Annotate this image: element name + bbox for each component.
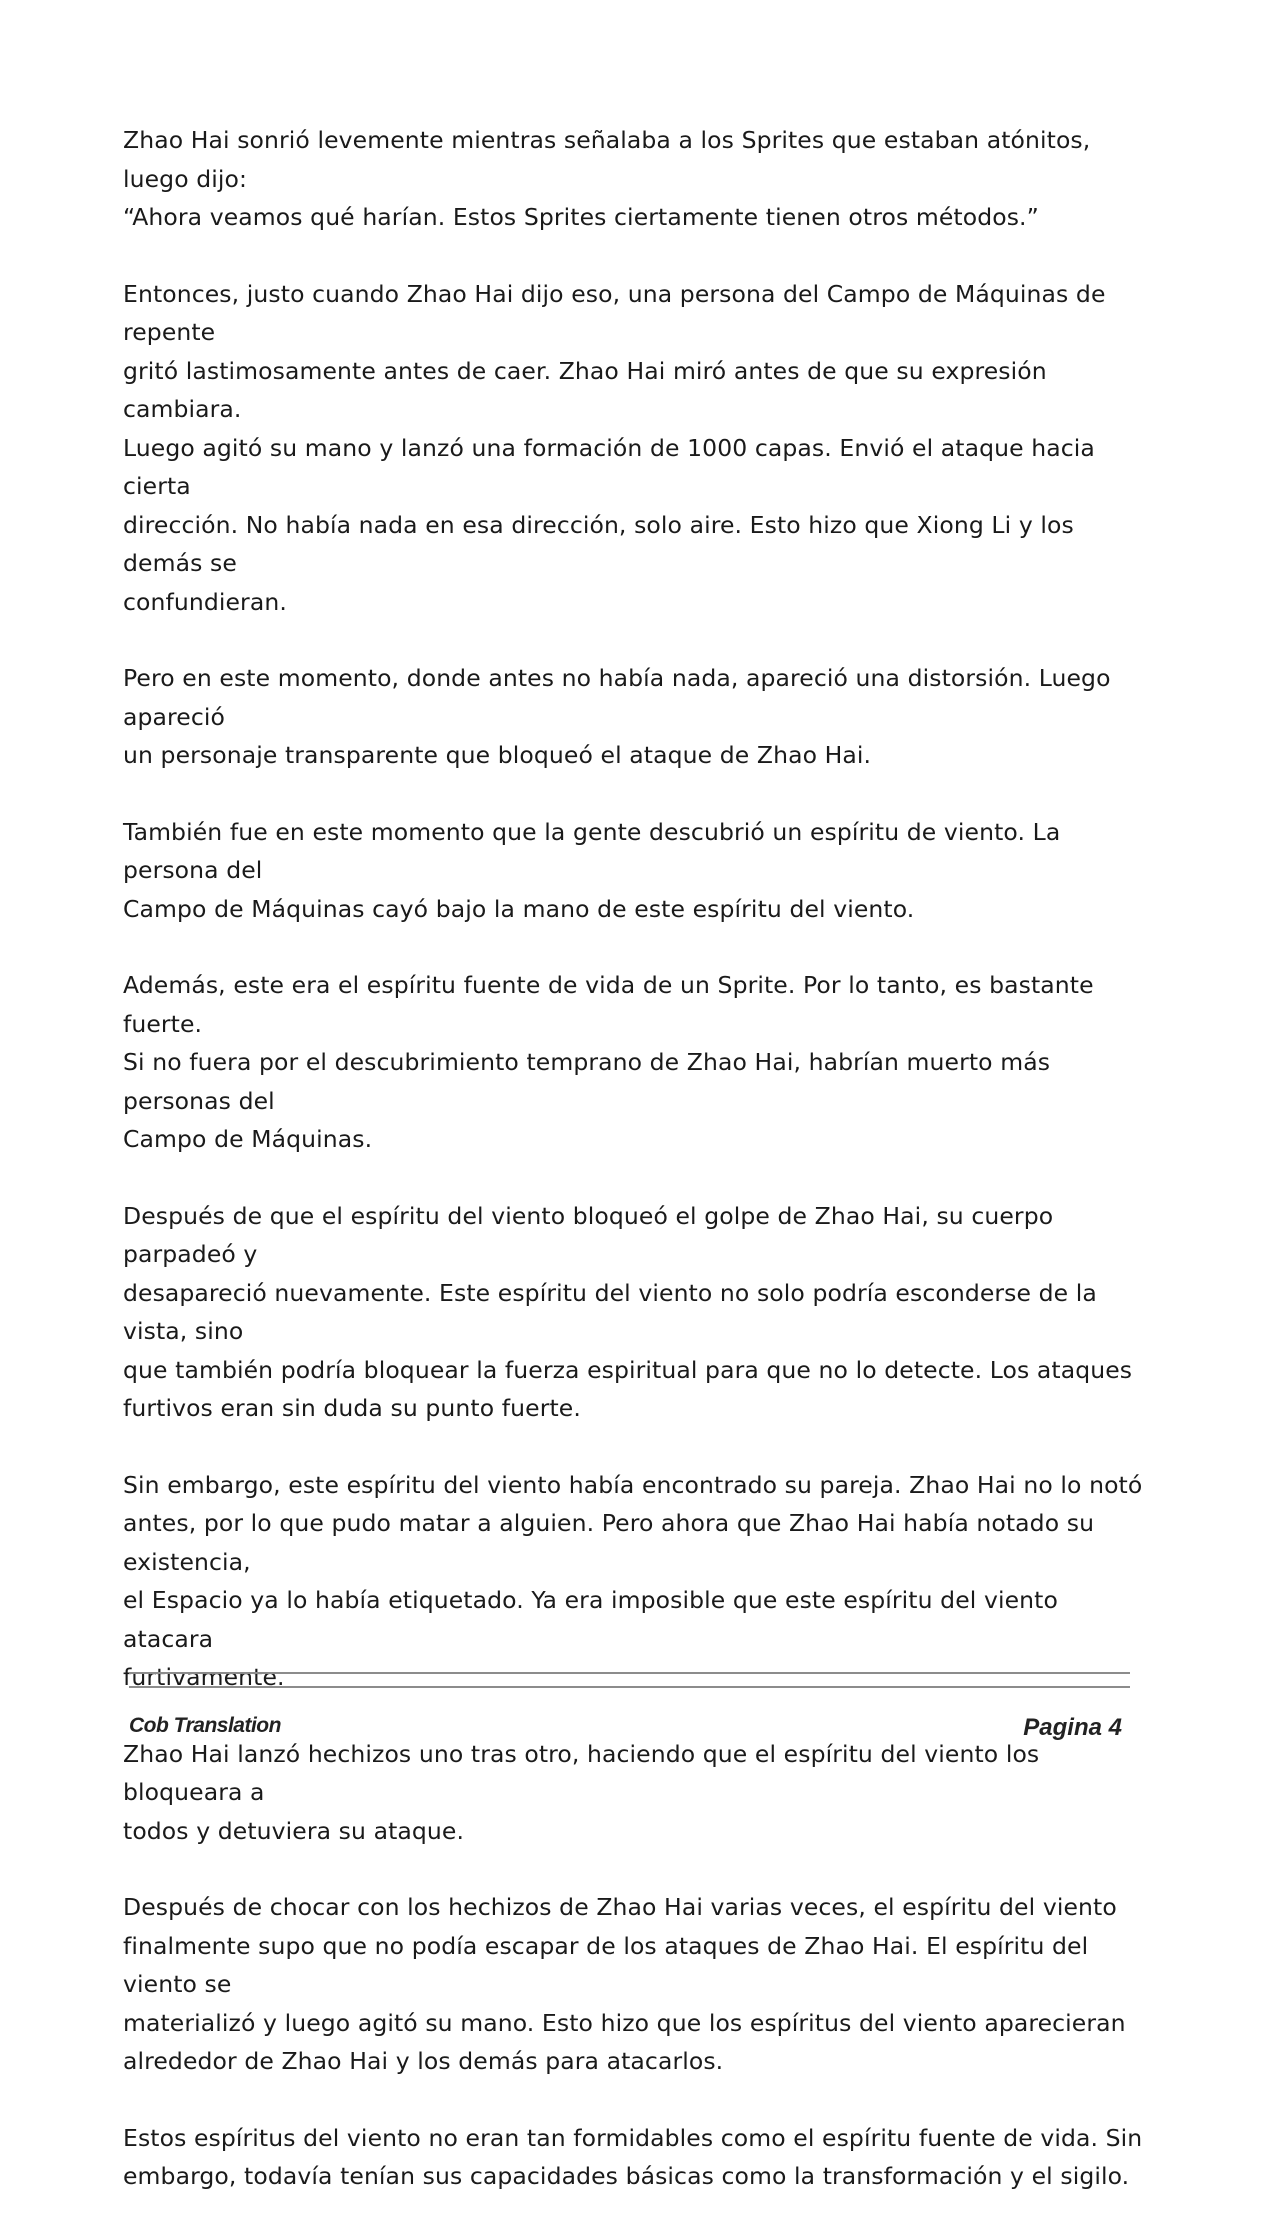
paragraph-7: Sin embargo, este espíritu del viento había encontrado su pareja. Zhao Hai no lo notó antes, por lo que pudo matar a alguien. Pero ahora que Zhao Hai había notado su existencia, el Espacio ya lo había etiquetado. Ya era imposible que este espíritu del viento atacara furtivamente.: [123, 1470, 1143, 1691]
paragraph-5: Además, este era el espíritu fuente de vida de un Sprite. Por lo tanto, es bastante fuerte. Si no fuera por el descubrimiento temprano de Zhao Hai, habrían muerto más personas del Campo de Máquinas.: [123, 971, 1094, 1153]
paragraph-1: Zhao Hai sonrió levemente mientras señalaba a los Sprites que estaban atónitos, luego dijo: “Ahora veamos qué harían. Estos Sprites ciertamente tienen otros métodos.”: [123, 126, 1091, 231]
paragraph-10: Estos espíritus del viento no eran tan formidables como el espíritu fuente de vida. Sin embargo, todavía tenían sus capacidades básicas como la transformación y el sigilo.: [123, 2123, 1143, 2190]
paragraph-6: Después de que el espíritu del viento bloqueó el golpe de Zhao Hai, su cuerpo parpadeó y desapareció nuevamente. Este espíritu del viento no solo podría esconderse de la vista, sino que también podría bloquear la fuerza espiritual para que no lo detecte. Los ataques furtivos eran sin duda su punto fuerte.: [123, 1201, 1133, 1422]
page-body: [123, 121, 1143, 2234]
paragraph-4: También fue en este momento que la gente descubrió un espíritu de viento. La persona del Campo de Máquinas cayó bajo la mano de este espíritu del viento.: [123, 817, 1061, 923]
footer-divider-bottom: [129, 1686, 1130, 1688]
footer-translator-credit: Cob Translation: [129, 1714, 281, 1737]
paragraph-8: Zhao Hai lanzó hechizos uno tras otro, haciendo que el espíritu del viento los bloqueara a todos y detuviera su ataque.: [123, 1739, 1040, 1845]
paragraph-3: Pero en este momento, donde antes no había nada, apareció una distorsión. Luego apareció un personaje transparente que bloqueó el ataque de Zhao Hai.: [123, 664, 1111, 769]
paragraph-9: Después de chocar con los hechizos de Zhao Hai varias veces, el espíritu del viento finalmente supo que no podía escapar de los ataques de Zhao Hai. El espíritu del viento se materializó y luego agitó su mano. Esto hizo que los espíritus del viento aparecieran alrededor de Zhao Hai y los demás para atacarlos.: [123, 1893, 1126, 2075]
footer-divider-top: [129, 1672, 1130, 1674]
footer-page-number: Pagina 4: [1023, 1714, 1122, 1741]
paragraph-2: Entonces, justo cuando Zhao Hai dijo eso, una persona del Campo de Máquinas de repente gritó lastimosamente antes de caer. Zhao Hai miró antes de que su expresión cambiara. Luego agitó su mano y lanzó una formación de 1000 capas. Envió el ataque hacia cierta dirección. No había nada en esa dirección, solo aire. Esto hizo que Xiong Li y los demás se confundieran.: [123, 279, 1106, 616]
